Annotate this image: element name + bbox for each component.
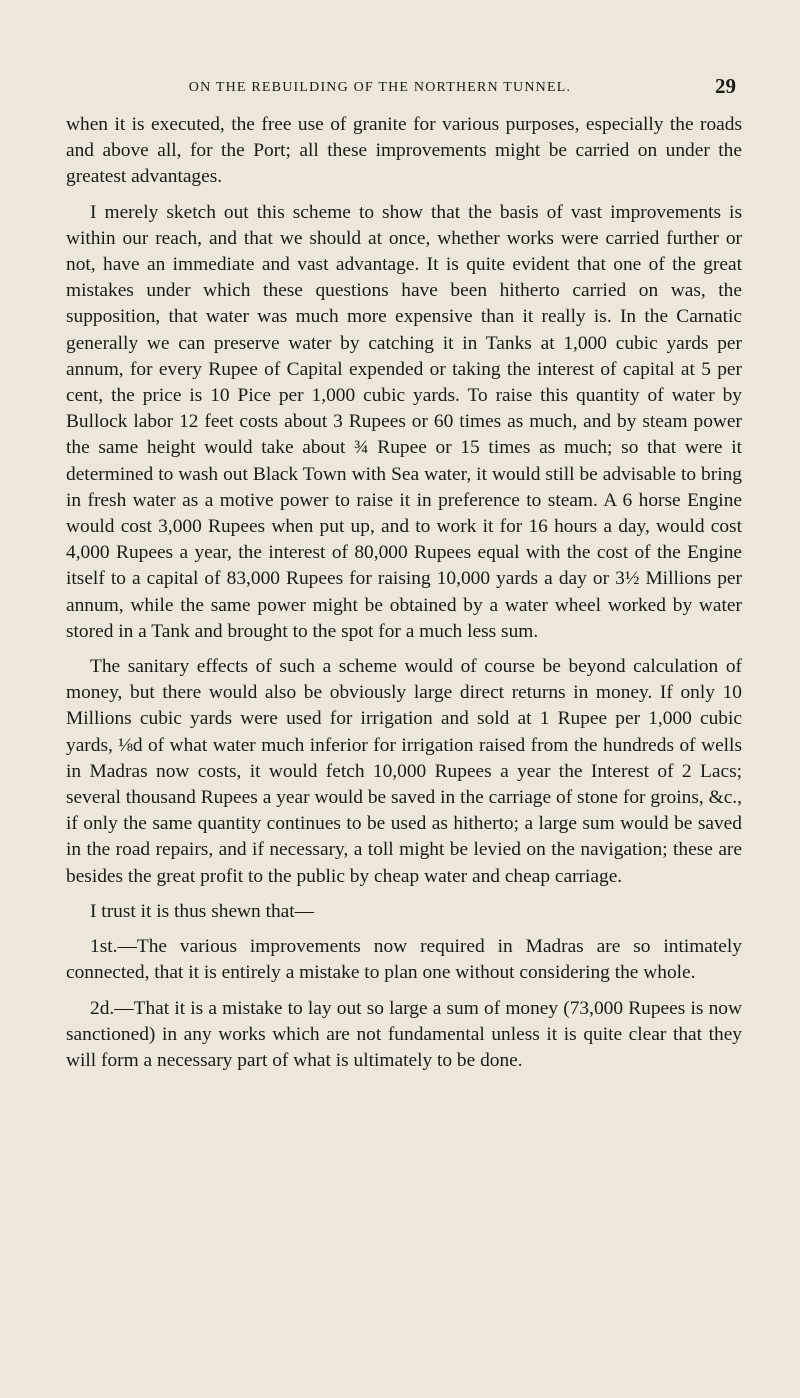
- body-text: [66, 112, 742, 1083]
- paragraph-continuation: when it is executed, the free use of granite for various purposes, especially the roads and above all, for the Port; all these improvements might be carried on under the greatest advantages.: [66, 114, 742, 188]
- running-header: ON THE REBUILDING OF THE NORTHERN TUNNEL.: [188, 80, 572, 95]
- paragraph-sanitary-effects: The sanitary effects of such a scheme would of course be beyond calculation of money, but there would also be obviously large direct returns in money. If only 10 Millions cubic yards were used for irrigation and sold at 1 Rupee per 1,000 cubic yards, ⅛d of what water much inferior for irrigation raised from the hundreds of wells in Madras now costs, it would fetch 10,000 Rupees a year the Interest of 2 Lacs; several thousand Rupees a year would be saved in the carriage of stone for groins, &c., if only the same quantity continues to be used as hitherto; a large sum would be saved in the road repairs, and if necessary, a toll might be levied on the navigation; these are besides the great profit to the public by cheap water and cheap carriage.: [66, 656, 742, 887]
- paragraph-conclusion-intro: I trust it is thus shewn that—: [90, 900, 315, 922]
- paragraph-point-second: 2d.—That it is a mistake to lay out so large a sum of money (73,000 Rupees is now sanctioned) in any works which are not fundamental unless it is quite clear that they will form a necessary part of what is ultimately to be done.: [66, 997, 742, 1071]
- paragraph-point-first: 1st.—The various improvements now required in Madras are so intimately connected, that it is entirely a mistake to plan one without considering the whole.: [66, 936, 742, 984]
- page-number: 29: [715, 74, 736, 98]
- paragraph-water-cost: I merely sketch out this scheme to show that the basis of vast improvements is within our reach, and that we should at once, whether works were carried further or not, have an immediate and vast advantage. It is quite evident that one of the great mistakes under which these questions have been hitherto carried on was, the supposition, that water was much more expensive than it really is. In the Carnatic generally we can preserve water by catching it in Tanks at 1,000 cubic yards per annum, for every Rupee of Capital expended or taking the interest of capital at 5 per cent, the price is 10 Pice per 1,000 cubic yards. To raise this quantity of water by Bullock labor 12 feet costs about 3 Rupees or 60 times as much, and by steam power the same height would take about ¾ Rupee or 15 times as much; so that were it determined to wash out Black Town with Sea water, it would still be advisable to bring in fresh water as a motive power to raise it in preference to steam. A 6 horse Engine would cost 3,000 Rupees when put up, and to work it for 16 hours a day, would cost 4,000 Rupees a year, the interest of 80,000 Rupees equal with the cost of the Engine itself to a capital of 83,000 Rupees for raising 10,000 yards a day or 3½ Millions per annum, while the same power might be obtained by a water wheel worked by water stored in a Tank and brought to the spot for a much less sum.: [66, 201, 742, 642]
